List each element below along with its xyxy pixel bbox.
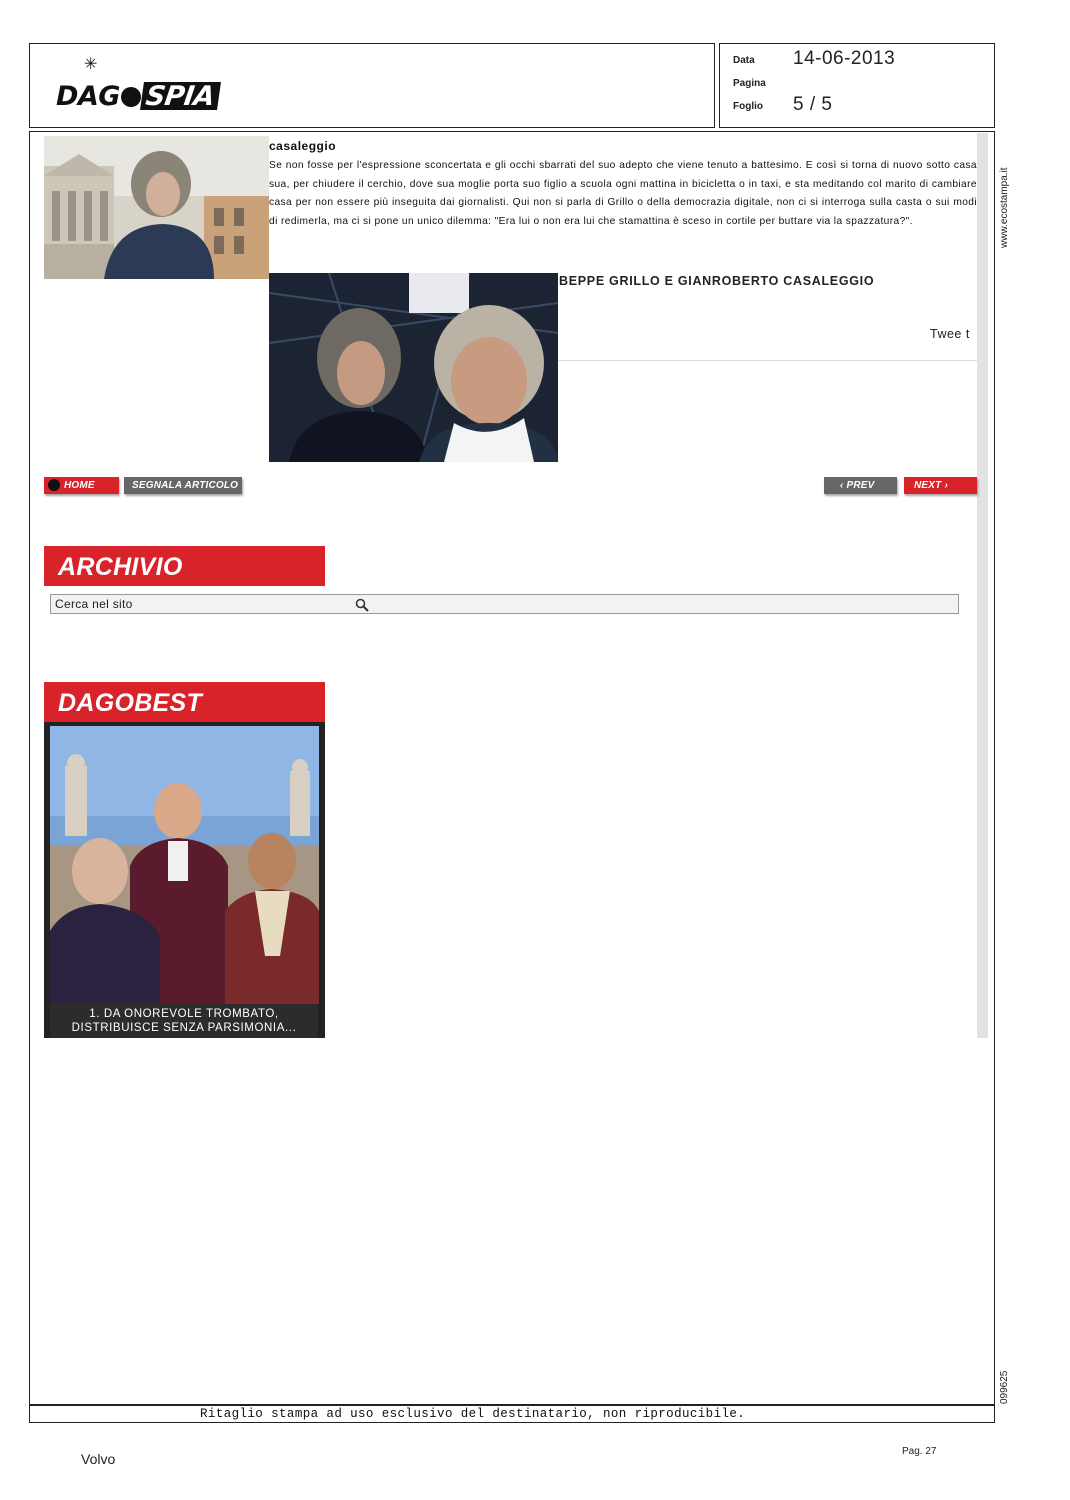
casaleggio-thumbnail — [44, 136, 269, 279]
segnala-articolo-button[interactable] — [124, 477, 242, 494]
scrollbar-track[interactable] — [977, 133, 988, 1038]
chevron-left-icon: ‹ — [840, 480, 847, 491]
dagobest-card[interactable] — [44, 722, 325, 1038]
dagobest-image — [50, 726, 319, 1004]
photo-caption: BEPPE GRILLO E GIANROBERTO CASALEGGIO — [559, 274, 875, 288]
home-bomb-icon — [48, 479, 60, 491]
footer-page: Pag. 27 — [902, 1446, 937, 1457]
document-code: 099625 — [999, 1370, 1010, 1404]
article-body: Se non fosse per l'espressione sconcertata e gli occhi sbarrati del suo adepto che viene tenuto a battesimo. E così si torna di nuovo sotto casa sua, per chiudere il cerchio, dove sua moglie porta suo figlio a scuola ogni mattina in bicicletta o in taxi, e sta meditando col marito di cambiare casa per non essere più inseguita dai giornalisti. Qui non si parla di Grillo o della democrazia digitale, non ci si interroga sulla casta o sui modi di redimerla, ma ci si pone un unico dilemma: "Era lui o non era lui che stamattina è sceso in cortile per buttare via la spazzatura?". — [269, 160, 977, 227]
home-button-label: HOME — [64, 480, 95, 491]
search-field[interactable] — [50, 594, 959, 614]
article-title: casaleggio — [269, 139, 337, 153]
foglio-value: 5 / 5 — [793, 94, 833, 115]
segnala-articolo-label: SEGNALA ARTICOLO — [132, 480, 239, 491]
home-button[interactable] — [44, 477, 119, 494]
data-value: 14-06-2013 — [793, 48, 896, 69]
search-icon[interactable] — [355, 598, 369, 612]
data-label: Data — [733, 55, 755, 66]
archivio-heading: ARCHIVIO — [44, 546, 325, 586]
next-button[interactable] — [904, 477, 977, 494]
chevron-right-icon: › — [941, 480, 948, 491]
foglio-label: Foglio — [733, 101, 763, 112]
pagina-label: Pagina — [733, 78, 766, 89]
dagobest-caption-line2: DISTRIBUISCE SENZA PARSIMONIA... — [71, 1022, 297, 1034]
footer-notice: Ritaglio stampa ad uso esclusivo del destinatario, non riproducibile. — [200, 1407, 746, 1421]
ecostampa-url: www.ecostampa.it — [999, 167, 1010, 248]
footer-source: Volvo — [81, 1451, 116, 1467]
dagobest-caption[interactable] — [50, 1004, 318, 1038]
prev-button[interactable] — [824, 477, 897, 494]
logo-text-right: SPIA — [140, 82, 221, 110]
tweet-button[interactable]: Twee t — [930, 327, 970, 341]
spark-icon: ✳ — [84, 56, 98, 73]
bomb-icon — [121, 87, 141, 107]
dagobest-caption-line1: 1. DA ONOREVOLE TROMBATO, — [89, 1008, 279, 1020]
dagospia-logo[interactable] — [56, 82, 219, 110]
search-input[interactable]: Cerca nel sito — [55, 597, 133, 611]
footer-divider — [29, 1404, 995, 1406]
prev-button-label: PREV — [846, 480, 875, 491]
logo-text-left: DAG — [56, 81, 120, 112]
next-button-label: NEXT — [914, 480, 942, 491]
caption-divider — [558, 360, 977, 361]
dagobest-heading: DAGOBEST — [44, 682, 325, 722]
grillo-casaleggio-photo — [269, 273, 558, 462]
